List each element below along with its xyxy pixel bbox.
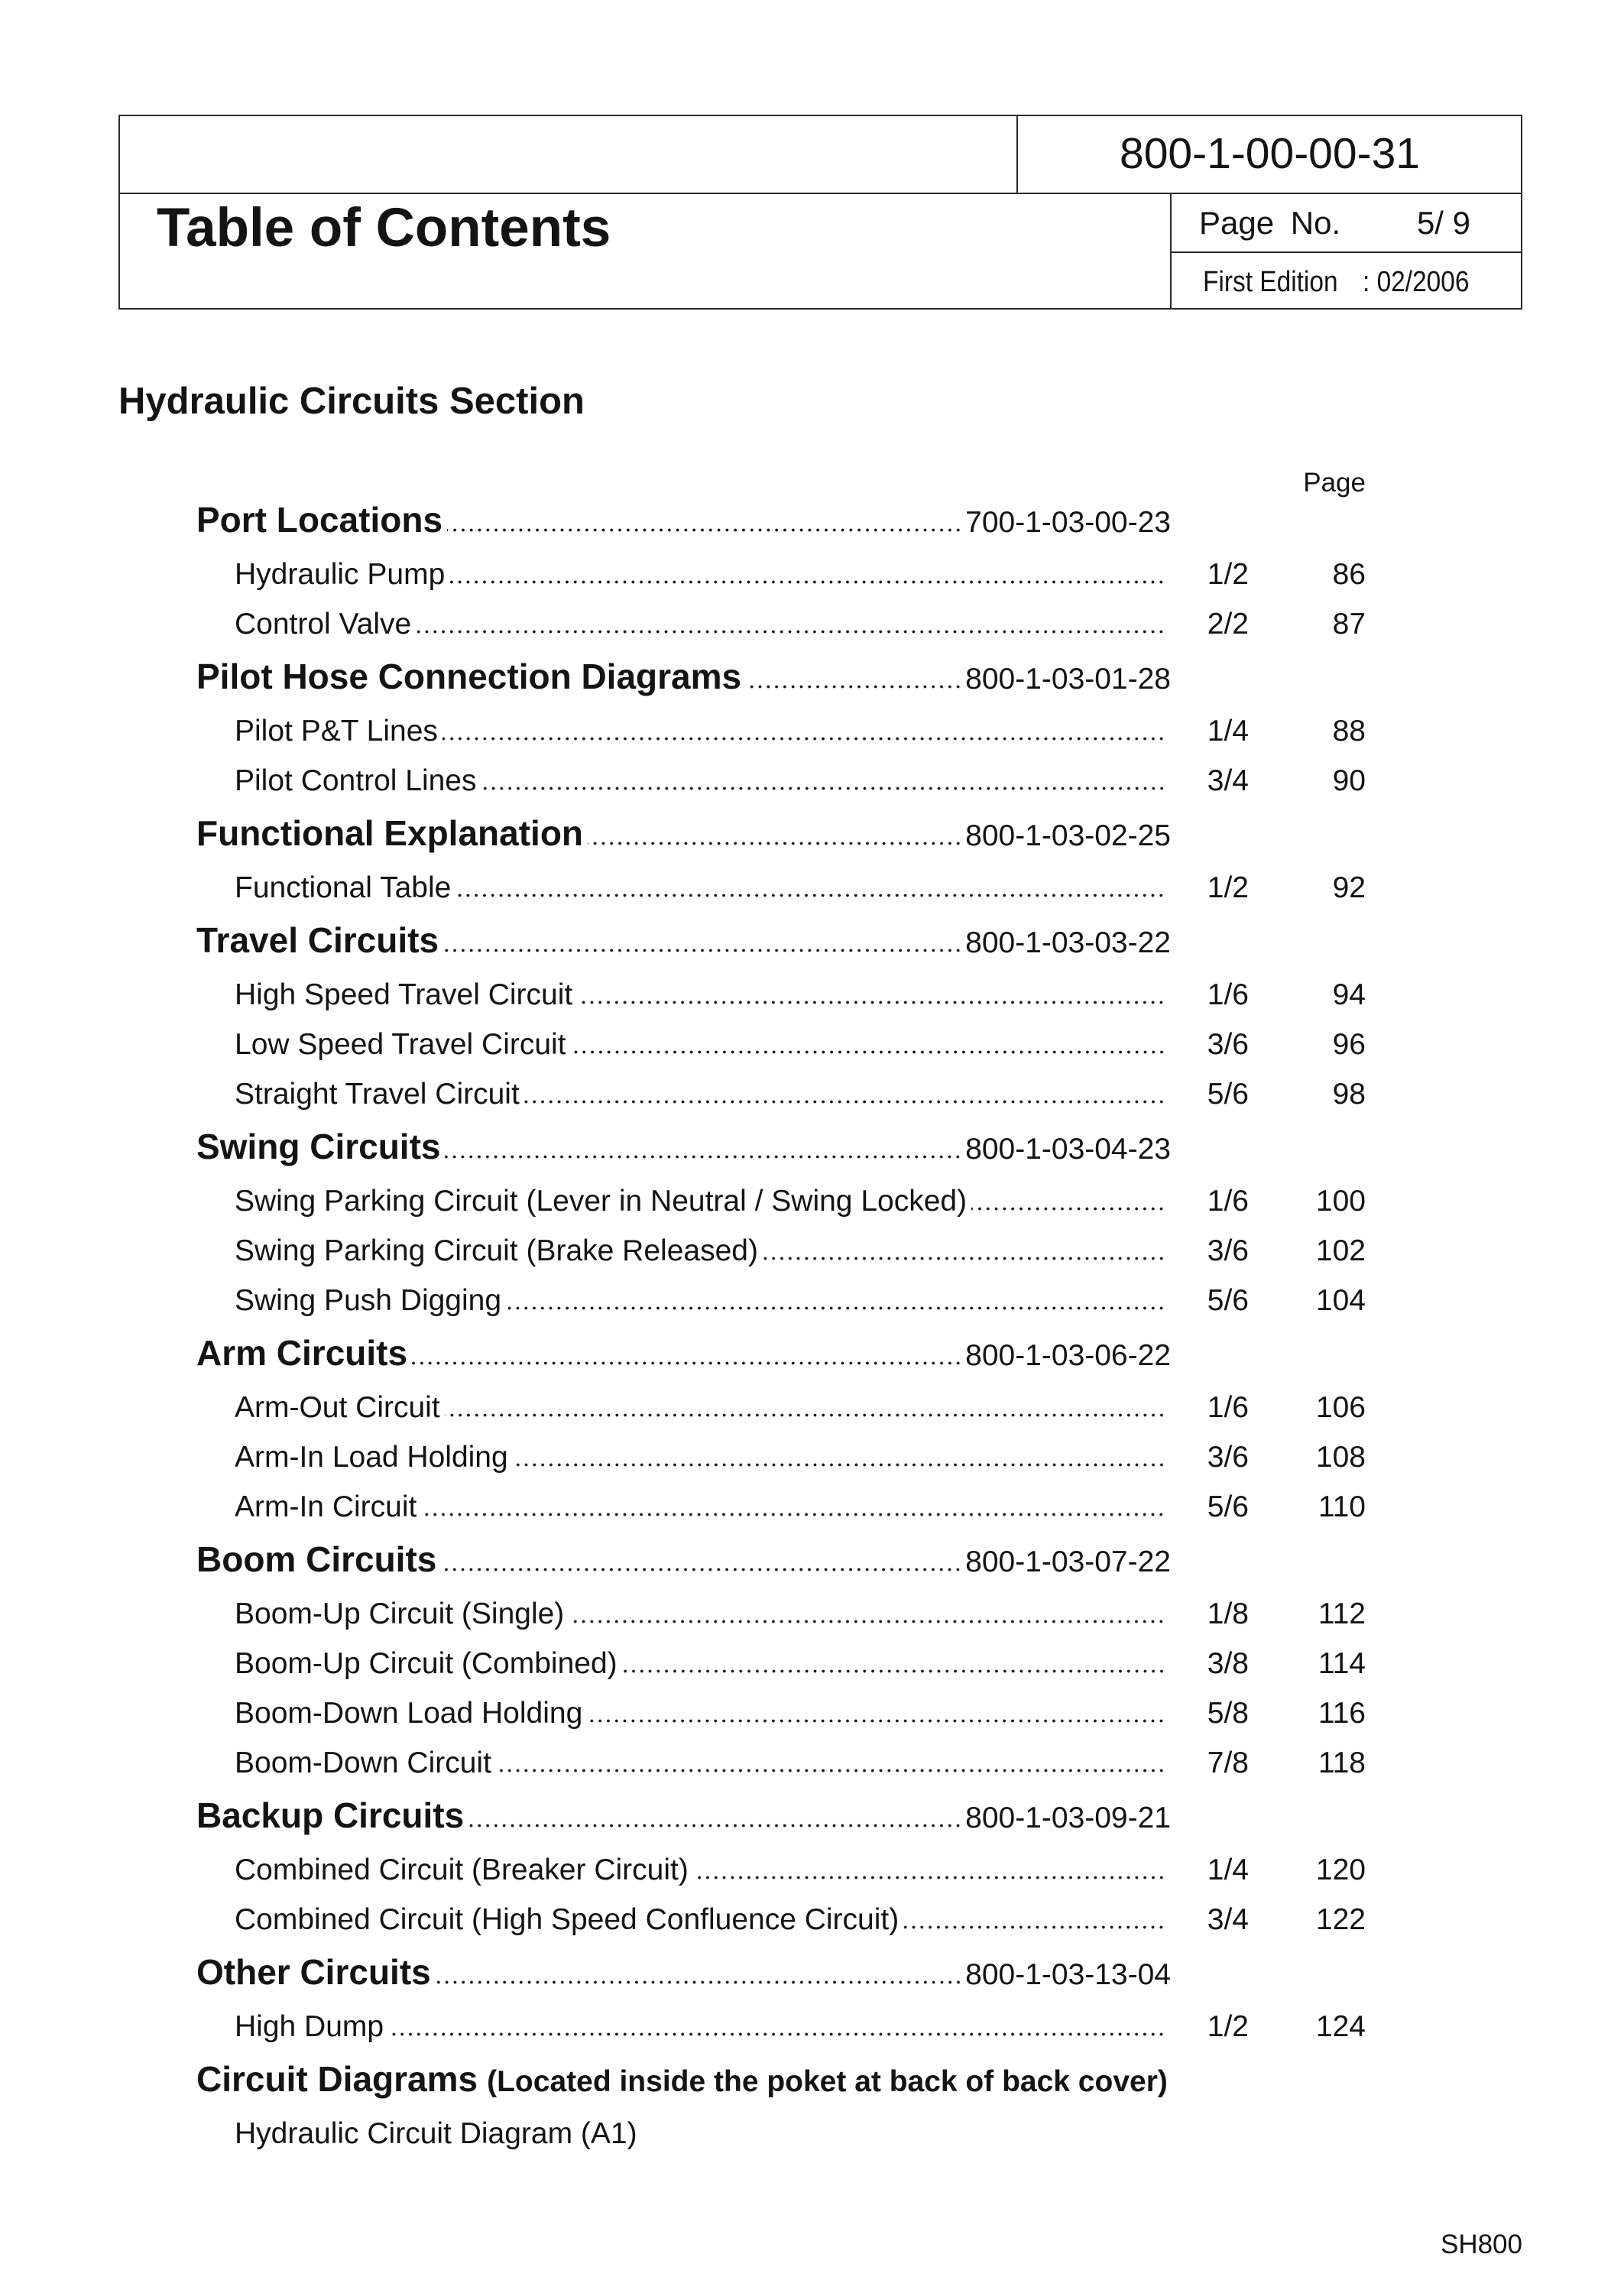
toc-item-page: 92 — [1332, 871, 1366, 904]
toc-item-label: Arm-In Load Holding — [235, 1441, 508, 1474]
toc-item-sheet: 1/4 — [1207, 715, 1249, 748]
dot-leader — [524, 1100, 1165, 1104]
toc-item-label: Combined Circuit (Breaker Circuit) — [235, 1854, 689, 1886]
toc-section-row — [196, 1536, 1171, 1585]
toc-item-label: Combined Circuit (High Speed Confluence Circuit) — [235, 1903, 900, 1936]
toc-item-row — [235, 1645, 1366, 1683]
toc-item-page: 104 — [1315, 1284, 1366, 1317]
dot-leader — [513, 1463, 1165, 1467]
toc-section-code: 800-1-03-13-04 — [965, 1958, 1171, 1991]
toc-item-row — [235, 1182, 1366, 1221]
toc-section-title: Pilot Hose Connection Diagrams — [196, 657, 742, 696]
dot-leader — [443, 949, 962, 952]
dot-leader — [421, 1513, 1165, 1516]
toc-item-page: 94 — [1332, 978, 1366, 1011]
toc-item-row — [235, 2115, 1366, 2153]
toc-item-row — [235, 712, 1366, 751]
toc-item-row — [235, 869, 1366, 907]
toc-item-label: Pilot P&T Lines — [235, 715, 438, 748]
toc-section-row — [196, 654, 1171, 702]
dot-leader — [569, 1620, 1165, 1623]
toc-item-label: Arm-Out Circuit — [235, 1391, 440, 1424]
toc-item-page: 108 — [1315, 1441, 1366, 1474]
toc-item-sheet: 1/2 — [1207, 871, 1249, 904]
toc-item-sheet: 3/6 — [1207, 1234, 1249, 1267]
toc-section-title: Functional Explanation — [196, 813, 584, 853]
toc-item-label: Boom-Down Load Holding — [235, 1697, 583, 1730]
toc-section-row — [196, 2056, 1171, 2105]
toc-item-page: 102 — [1315, 1234, 1366, 1267]
toc-item-page: 90 — [1332, 764, 1366, 797]
toc-item-row — [235, 762, 1366, 800]
toc-item-row — [235, 1438, 1366, 1477]
toc-item-row — [235, 976, 1366, 1014]
page-column-label: Page — [1303, 468, 1366, 498]
toc-item-row — [235, 1488, 1366, 1526]
toc-section-code: 800-1-03-01-28 — [965, 663, 1171, 696]
toc-item-label: Hydraulic Pump — [235, 558, 446, 591]
toc-item-sheet: 3/4 — [1207, 1903, 1249, 1936]
toc-item-page: 120 — [1315, 1854, 1366, 1886]
toc-item-row — [235, 1695, 1366, 1733]
toc-item-row — [235, 1026, 1366, 1064]
dot-leader — [447, 528, 962, 532]
toc-section-code: 800-1-03-03-22 — [965, 926, 1171, 959]
dot-leader — [412, 1361, 962, 1365]
toc-item-label: Boom-Down Circuit — [235, 1747, 491, 1779]
toc-item-sheet: 5/8 — [1207, 1697, 1249, 1730]
dot-leader — [445, 1413, 1165, 1417]
toc-item-sheet: 1/8 — [1207, 1597, 1249, 1630]
toc-section-code: 800-1-03-06-22 — [965, 1339, 1171, 1372]
dot-leader — [445, 1155, 962, 1159]
dot-leader — [481, 786, 1166, 790]
toc-section-title: Arm Circuits — [196, 1333, 408, 1373]
dot-leader — [577, 1001, 1165, 1004]
toc-item-label: High Dump — [235, 2010, 384, 2043]
toc-item-row — [235, 1075, 1366, 1114]
dot-leader — [971, 1207, 1165, 1211]
toc-item-label: Arm-In Circuit — [235, 1490, 417, 1523]
toc-item-label: High Speed Travel Circuit — [235, 978, 573, 1011]
dot-leader — [441, 1568, 962, 1571]
toc-item-sheet: 1/4 — [1207, 1854, 1249, 1886]
header-divider-horizontal — [118, 193, 1522, 194]
dot-leader — [416, 630, 1165, 634]
toc-item-page: 87 — [1332, 608, 1366, 641]
toc-item-sheet: 1/2 — [1207, 558, 1249, 591]
toc-item-row — [235, 2008, 1366, 2046]
toc-item-label: Boom-Up Circuit (Combined) — [235, 1647, 618, 1680]
edition-date: : 02/2006 — [1363, 266, 1470, 298]
dot-leader — [903, 1925, 1165, 1929]
dot-leader — [571, 1050, 1165, 1054]
toc-item-label: Boom-Up Circuit (Single) — [235, 1597, 565, 1630]
toc-item-label: Swing Parking Circuit (Brake Released) — [235, 1234, 758, 1267]
toc-item-row — [235, 1744, 1366, 1782]
toc-item-page: 98 — [1332, 1078, 1366, 1111]
toc-item-label: Swing Parking Circuit (Lever in Neutral / Swing Locked) — [235, 1185, 968, 1218]
toc-section-title: Circuit Diagrams — [196, 2059, 478, 2099]
toc-item-row — [235, 1389, 1366, 1427]
toc-item-page: 124 — [1315, 2010, 1366, 2043]
toc-item-page: 118 — [1318, 1747, 1366, 1779]
toc-item-page: 88 — [1332, 715, 1366, 748]
dot-leader — [506, 1306, 1165, 1310]
toc-section-title: Backup Circuits — [196, 1795, 465, 1835]
dot-leader — [763, 1257, 1165, 1260]
toc-item-sheet: 2/2 — [1207, 608, 1249, 641]
toc-section-row — [196, 497, 1171, 546]
document-number: 800-1-00-00-31 — [1120, 129, 1420, 178]
toc-item-row — [235, 605, 1366, 644]
footer-model: SH800 — [1440, 2230, 1522, 2259]
toc-item-sheet: 3/6 — [1207, 1028, 1249, 1061]
toc-item-sheet: 1/6 — [1207, 1391, 1249, 1424]
dot-leader — [442, 737, 1165, 741]
toc-section-code: 800-1-03-04-23 — [965, 1133, 1171, 1166]
toc-item-page: 112 — [1318, 1597, 1366, 1630]
toc-section-row — [196, 917, 1171, 966]
toc-section-code: 800-1-03-07-22 — [965, 1545, 1171, 1578]
toc-section-title: Travel Circuits — [196, 920, 439, 960]
toc-item-sheet: 3/4 — [1207, 764, 1249, 797]
toc-section-code: 700-1-03-00-23 — [965, 506, 1171, 539]
toc-section-code: 800-1-03-02-25 — [965, 819, 1171, 852]
dot-leader — [455, 894, 1165, 897]
toc-section-title: Swing Circuits — [196, 1127, 441, 1166]
toc-item-sheet: 1/6 — [1207, 1185, 1249, 1218]
toc-item-page: 100 — [1315, 1185, 1366, 1218]
toc-item-label: Hydraulic Circuit Diagram (A1) — [235, 2117, 637, 2150]
toc-section-note: (Located inside the poket at back of back cover) — [487, 2065, 1168, 2098]
toc-item-row — [235, 1595, 1366, 1633]
toc-item-label: Functional Table — [235, 871, 452, 904]
toc-item-sheet: 1/2 — [1207, 2010, 1249, 2043]
toc-item-row — [235, 1851, 1366, 1889]
dot-leader — [622, 1669, 1165, 1673]
dot-leader — [436, 1980, 962, 1984]
toc-item-page: 106 — [1315, 1391, 1366, 1424]
dot-leader — [693, 1876, 1165, 1879]
toc-section-title: Boom Circuits — [196, 1539, 437, 1579]
toc-item-sheet: 5/6 — [1207, 1078, 1249, 1111]
toc-section-row — [196, 1124, 1171, 1172]
toc-section-title: Other Circuits — [196, 1952, 431, 1992]
toc-item-page: 86 — [1332, 558, 1366, 591]
page-number-label: Page No. — [1199, 205, 1341, 241]
dot-leader — [746, 685, 962, 689]
toc-section-row — [196, 1792, 1171, 1841]
toc-item-row — [235, 556, 1366, 594]
toc-item-page: 122 — [1315, 1903, 1366, 1936]
toc-item-row — [235, 1901, 1366, 1939]
toc-item-page: 110 — [1318, 1490, 1366, 1523]
dot-leader — [468, 1824, 962, 1828]
page-title: Table of Contents — [157, 198, 611, 258]
toc-section-title: Port Locations — [196, 500, 443, 540]
toc-item-sheet: 5/6 — [1207, 1490, 1249, 1523]
toc-item-label: Straight Travel Circuit — [235, 1078, 520, 1111]
toc-item-row — [235, 1282, 1366, 1320]
toc-item-label: Control Valve — [235, 608, 412, 641]
toc-item-label: Pilot Control Lines — [235, 764, 477, 797]
toc-item-sheet: 3/8 — [1207, 1647, 1249, 1680]
edition-label: First Edition — [1203, 266, 1338, 298]
dot-leader — [388, 2032, 1165, 2036]
toc-section-row — [196, 1949, 1171, 1998]
dot-leader — [449, 580, 1165, 584]
section-title: Hydraulic Circuits Section — [118, 381, 585, 422]
dot-leader — [588, 842, 962, 845]
toc-section-row — [196, 1330, 1171, 1379]
toc-item-row — [235, 1232, 1366, 1270]
toc-item-page: 116 — [1318, 1697, 1366, 1730]
toc-item-label: Low Speed Travel Circuit — [235, 1028, 566, 1061]
toc-item-page: 96 — [1332, 1028, 1366, 1061]
header-divider-page-edition — [1170, 251, 1522, 253]
toc-item-label: Swing Push Digging — [235, 1284, 502, 1317]
toc-item-sheet: 5/6 — [1207, 1284, 1249, 1317]
toc-item-sheet: 3/6 — [1207, 1441, 1249, 1474]
toc-item-page: 114 — [1318, 1647, 1366, 1680]
toc-item-sheet: 7/8 — [1207, 1747, 1249, 1779]
page-number-value: 5/ 9 — [1416, 205, 1470, 241]
dot-leader — [587, 1719, 1165, 1723]
toc-section-row — [196, 810, 1171, 859]
toc-section-code: 800-1-03-09-21 — [965, 1802, 1171, 1834]
toc-item-sheet: 1/6 — [1207, 978, 1249, 1011]
dot-leader — [496, 1769, 1165, 1772]
